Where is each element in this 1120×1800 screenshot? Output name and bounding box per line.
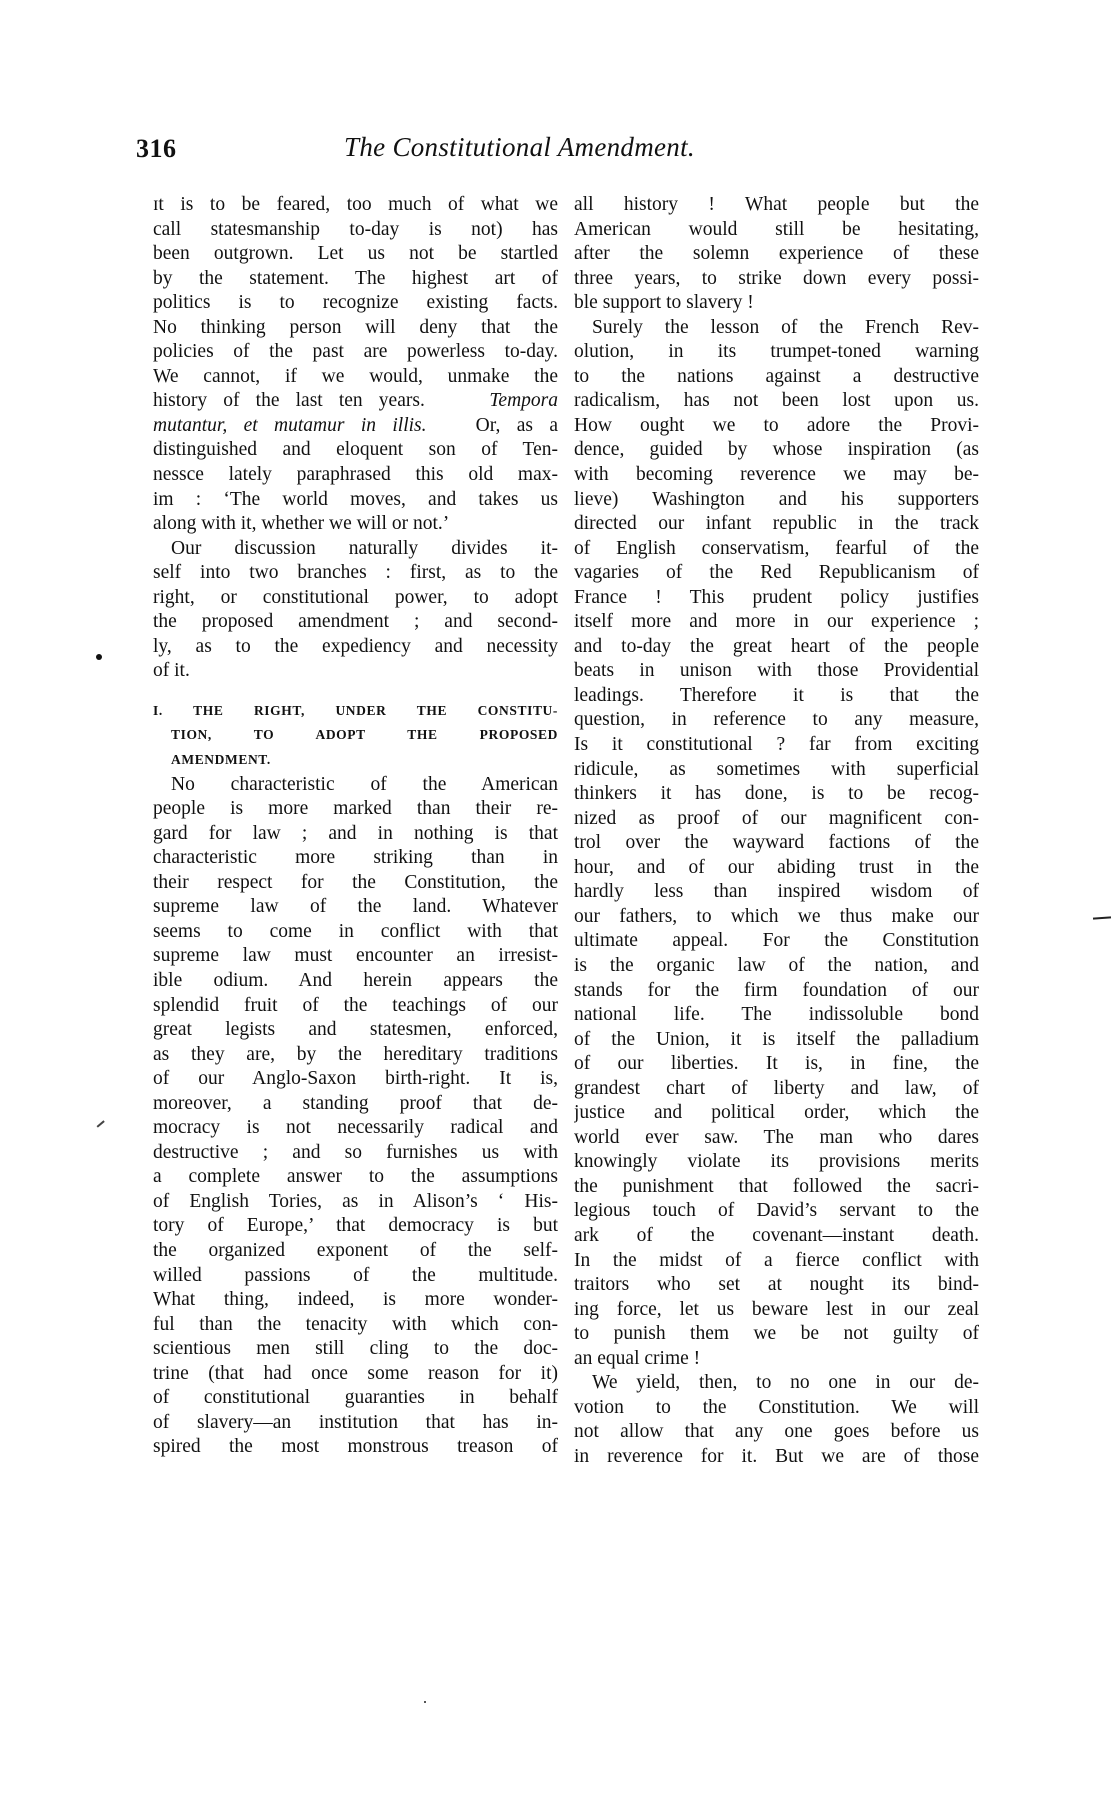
- text-line: olution, in its trumpet-toned warning: [574, 341, 979, 363]
- text-segment: Or, as a: [475, 414, 558, 436]
- text-line: No thinking person will deny that the: [153, 316, 558, 338]
- text-line: hardly less than inspired wisdom of: [574, 881, 979, 903]
- text-line: im : ‘The world moves, and takes us: [153, 488, 558, 510]
- text-line: of our liberties. It is, in fine, the: [574, 1053, 979, 1075]
- section-gap: [153, 684, 558, 699]
- text-line: traitors who set at nought its bind-: [574, 1274, 979, 1296]
- text-line: an equal crime !: [574, 1347, 701, 1369]
- text-line: nized as proof of our magnificent con-: [574, 807, 979, 829]
- text-line: world ever saw. The man who dares: [574, 1126, 979, 1148]
- text-line: ridicule, as sometimes with superficial: [574, 758, 979, 780]
- margin-slash-mark: [97, 1120, 105, 1127]
- text-line: trine (that had once some reason for it): [153, 1362, 558, 1384]
- text-line: along with it, whether we will or not.’: [153, 513, 450, 535]
- text-line: lieve) Washington and his supporters: [574, 488, 979, 510]
- right-column: [574, 193, 979, 1469]
- text-line: grandest chart of liberty and law, of: [574, 1077, 979, 1099]
- text-line: in reverence for it. But we are of those: [574, 1445, 979, 1467]
- section-heading-line: AMENDMENT.: [171, 752, 271, 768]
- running-title: The Constitutional Amendment.: [344, 132, 695, 162]
- text-line: legious touch of David’s servant to the: [574, 1200, 979, 1222]
- text-line: by the statement. The highest art of: [153, 267, 558, 289]
- text-line: vagaries of the Red Republicanism of: [574, 562, 979, 584]
- text-line: the punishment that followed the sacri-: [574, 1175, 979, 1197]
- text-line: people is more marked than their re-: [153, 798, 558, 820]
- text-line: and to-day the great heart of the people: [574, 635, 979, 657]
- text-line: of our Anglo-Saxon birth-right. It is,: [153, 1068, 558, 1090]
- margin-dot-mark: [96, 654, 102, 660]
- text-line: seems to come in conflict with that: [153, 920, 558, 942]
- text-line: our fathers, to which we thus make our: [574, 905, 979, 927]
- text-line: hour, and of our abiding trust in the: [574, 856, 979, 878]
- text-line: American would still be hesitating,: [574, 218, 979, 240]
- text-line: radicalism, has not been lost upon us.: [574, 390, 979, 412]
- text-line: the proposed amendment ; and second-: [153, 611, 558, 633]
- text-line: ultimate appeal. For the Constitution: [574, 930, 979, 952]
- section-heading-line: I. THE RIGHT, UNDER THE CONSTITU-: [153, 702, 558, 718]
- margin-dash-mark: [1093, 916, 1111, 919]
- text-line: beats in unison with those Providential: [574, 660, 979, 682]
- text-line: In the midst of a fierce conflict with: [574, 1249, 979, 1271]
- text-line: ing force, let us beware lest in our zeal: [574, 1298, 979, 1320]
- text-line: their respect for the Constitution, the: [153, 871, 558, 893]
- text-line: tory of Europe,’ that democracy is but: [153, 1215, 558, 1237]
- page-number: 316: [136, 134, 177, 163]
- text-line: We yield, then, to no one in our de-: [592, 1372, 979, 1394]
- text-line: been outgrown. Let us not be startled: [153, 243, 558, 265]
- text-line: after the solemn experience of these: [574, 243, 979, 265]
- text-line: mocracy is not necessarily radical and: [153, 1117, 558, 1139]
- text-line: ful than the tenacity with which con-: [153, 1313, 558, 1335]
- text-line: a complete answer to the assumptions: [153, 1166, 558, 1188]
- text-line: as they are, by the hereditary traditions: [153, 1043, 558, 1065]
- text-line: We cannot, if we would, unmake the: [153, 365, 558, 387]
- text-line: trol over the wayward factions of the: [574, 832, 979, 854]
- text-line: question, in reference to any measure,: [574, 709, 979, 731]
- text-line: distinguished and eloquent son of Ten-: [153, 439, 558, 461]
- text-line: Our discussion naturally divides it-: [171, 537, 558, 559]
- text-line: Surely the lesson of the French Rev-: [592, 316, 979, 338]
- text-line: moreover, a standing proof that de-: [153, 1092, 558, 1114]
- text-line: is the organic law of the nation, and: [574, 954, 979, 976]
- text-line: justice and political order, which the: [574, 1102, 979, 1124]
- text-line: What thing, indeed, is more wonder-: [153, 1289, 558, 1311]
- left-column: [153, 193, 558, 1460]
- text-line: destructive ; and so furnishes us with: [153, 1141, 558, 1163]
- text-line: thinkers it has done, is to be recog-: [574, 783, 979, 805]
- text-line: France ! This prudent policy justifies: [574, 586, 979, 608]
- text-line: supreme law must encounter an irresist-: [153, 945, 558, 967]
- text-line: call statesmanship to-day is not) has: [153, 218, 558, 240]
- text-line: ɪt is to be feared, too much of what we: [153, 194, 558, 215]
- text-line: of the Union, it is itself the palladium: [574, 1028, 979, 1050]
- text-line: right, or constitutional power, to adopt: [153, 586, 558, 608]
- text-line: itself more and more in our experience ;: [574, 611, 979, 633]
- text-line: directed our infant republic in the track: [574, 513, 979, 535]
- text-line: supreme law of the land. Whatever: [153, 896, 558, 918]
- text-line: [153, 389, 558, 414]
- text-line: votion to the Constitution. We will: [574, 1396, 979, 1418]
- text-line: Is it constitutional ? far from exciting: [574, 734, 979, 756]
- text-line: to the nations against a destructive: [574, 365, 979, 387]
- bottom-speck-mark: [424, 1701, 426, 1703]
- text-line: three years, to strike down every possi-: [574, 267, 979, 289]
- section-heading-line: TION, TO ADOPT THE PROPOSED: [171, 727, 558, 743]
- text-line: of constitutional guaranties in behalf: [153, 1387, 558, 1409]
- text-line: dence, guided by whose inspiration (as: [574, 439, 979, 461]
- text-segment: history of the last ten years.: [153, 390, 425, 412]
- text-line: leadings. Therefore it is that the: [574, 684, 979, 706]
- text-line: ible odium. And herein appears the: [153, 969, 558, 991]
- text-line: to punish them we be not guilty of: [574, 1323, 979, 1345]
- text-line: self into two branches : first, as to the: [153, 562, 558, 584]
- text-line: [153, 414, 558, 439]
- text-line: ark of the covenant—instant death.: [574, 1224, 979, 1246]
- text-line: the organized exponent of the self-: [153, 1239, 558, 1261]
- text-line: all history ! What people but the: [574, 194, 979, 215]
- text-line: of English Tories, as in Alison’s ‘ His-: [153, 1190, 558, 1212]
- text-line: characteristic more striking than in: [153, 847, 558, 869]
- text-line: No characteristic of the American: [171, 773, 558, 795]
- text-line: splendid fruit of the teachings of our: [153, 994, 558, 1016]
- text-line: ble support to slavery !: [574, 292, 754, 314]
- italic-latin-phrase: Tempora: [489, 390, 558, 412]
- text-line: great legists and statesmen, enforced,: [153, 1019, 558, 1041]
- text-line: ly, as to the expediency and necessity: [153, 635, 558, 657]
- text-line: gard for law ; and in nothing is that: [153, 822, 558, 844]
- text-line: national life. The indissoluble bond: [574, 1004, 979, 1026]
- text-line: nessce lately paraphrased this old max-: [153, 464, 558, 486]
- text-line: of it.: [153, 660, 190, 682]
- text-line: stands for the firm foundation of our: [574, 979, 979, 1001]
- text-line: willed passions of the multitude.: [153, 1264, 558, 1286]
- text-line: of slavery—an institution that has in-: [153, 1411, 558, 1433]
- text-line: politics is to recognize existing facts.: [153, 292, 558, 314]
- italic-latin-phrase: mutantur, et mutamur in illis.: [153, 414, 427, 436]
- text-line: of English conservatism, fearful of the: [574, 537, 979, 559]
- text-line: policies of the past are powerless to-day.: [153, 341, 558, 363]
- text-line: spired the most monstrous treason of: [153, 1436, 558, 1458]
- text-line: knowingly violate its provisions merits: [574, 1151, 979, 1173]
- text-line: scientious men still cling to the doc-: [153, 1338, 558, 1360]
- text-line: with becoming reverence we may be-: [574, 464, 979, 486]
- text-line: How ought we to adore the Provi-: [574, 414, 979, 436]
- text-line: not allow that any one goes before us: [574, 1421, 979, 1443]
